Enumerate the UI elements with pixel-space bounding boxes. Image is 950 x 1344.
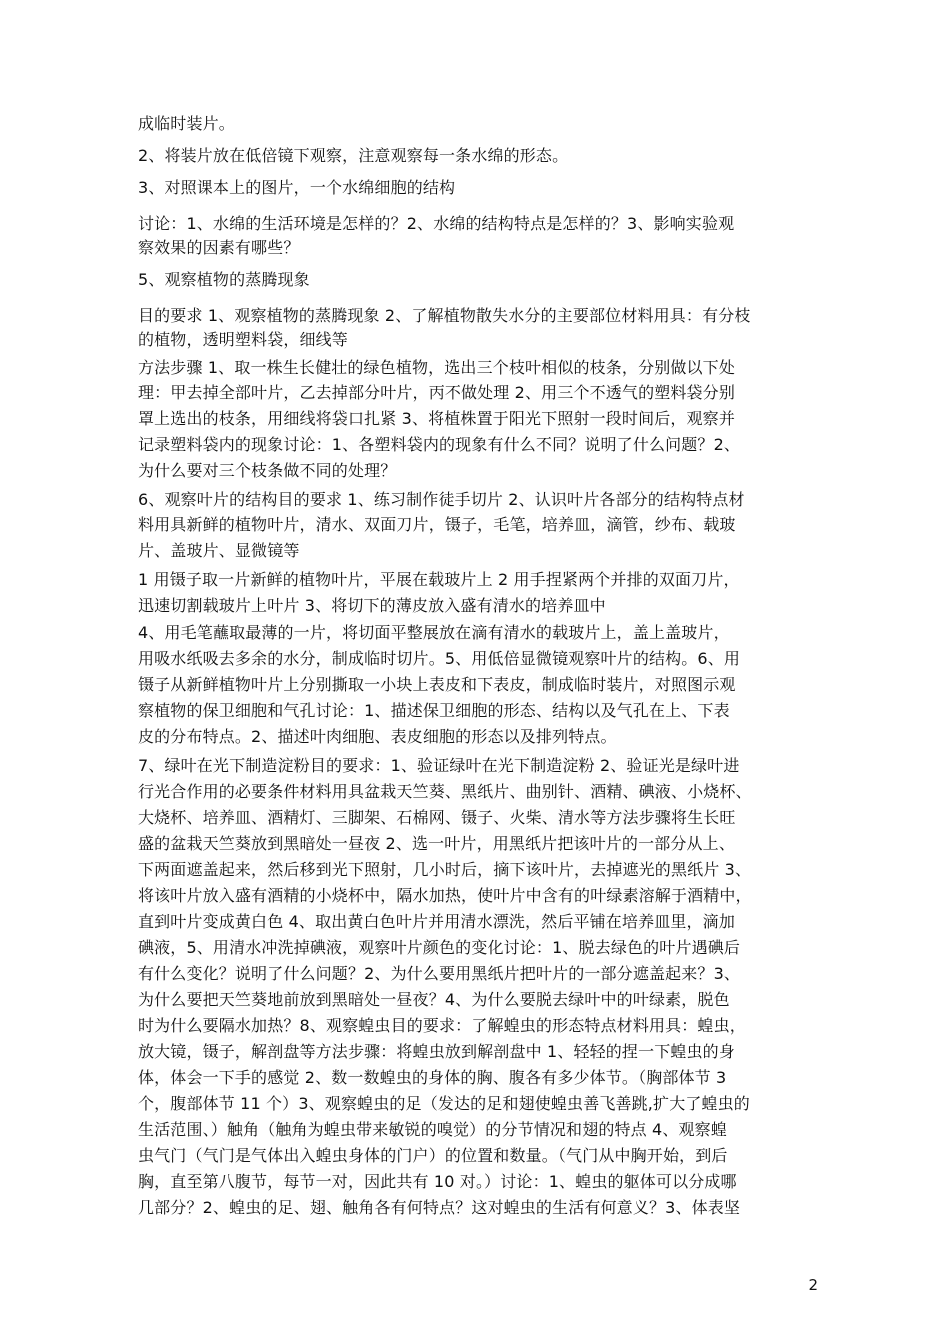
text-line: 生活范围、）触角（触角为蝗虫带来敏锐的嗅觉）的分节情况和翅的特点 4、观察蝗: [138, 1120, 727, 1139]
text-line: 为什么要把天竺葵地前放到黑暗处一昼夜？4、为什么要脱去绿叶中的叶绿素，脱色: [138, 990, 730, 1009]
text-line: 成临时装片。: [138, 114, 235, 133]
text-line: 1 用镊子取一片新鲜的植物叶片，平展在载玻片上 2 用手捏紧两个并排的双面刀片，: [138, 570, 740, 589]
text-line: 理：甲去掉全部叶片，乙去掉部分叶片，丙不做处理 2、用三个不透气的塑料袋分别: [138, 383, 735, 402]
text-line: 几部分？2、蝗虫的足、翅、触角各有何特点？这对蝗虫的生活有何意义？3、体表坚: [138, 1198, 741, 1217]
text-line: 为什么要对三个枝条做不同的处理？: [138, 461, 397, 480]
text-line: 用吸水纸吸去多余的水分，制成临时切片。5、用低倍显微镜观察叶片的结构。6、用: [138, 649, 741, 668]
text-line: 5、观察植物的蒸腾现象: [138, 270, 310, 289]
text-line: 胸，直至第八腹节，每节一对，因此共有 10 对。）讨论：1、蝗虫的躯体可以分成哪: [138, 1172, 737, 1191]
text-line: 有什么变化？说明了什么问题？2、为什么要用黑纸片把叶片的一部分遮盖起来？3、: [138, 964, 741, 983]
text-line: 罩上选出的枝条，用细线将袋口扎紧 3、将植株置于阳光下照射一段时间后，观察并: [138, 409, 735, 428]
text-line: 察效果的因素有哪些？: [138, 238, 300, 257]
text-line: 6、观察叶片的结构目的要求 1、练习制作徒手切片 2、认识叶片各部分的结构特点材: [138, 490, 745, 509]
text-line: 讨论：1、水绵的生活环境是怎样的？2、水绵的结构特点是怎样的？3、影响实验观: [138, 214, 735, 233]
text-line: 7、绿叶在光下制造淀粉目的要求：1、验证绿叶在光下制造淀粉 2、验证光是绿叶进: [138, 756, 740, 775]
text-line: 方法步骤 1、取一株生长健壮的绿色植物，选出三个枝叶相似的枝条，分别做以下处: [138, 358, 735, 377]
text-line: 行光合作用的必要条件材料用具盆栽天竺葵、黑纸片、曲别针、酒精、碘液、小烧杯、: [138, 782, 752, 801]
text-line: 4、用毛笔蘸取最薄的一片，将切面平整展放在滴有清水的载玻片上，盖上盖玻片，: [138, 623, 730, 642]
text-line: 迅速切割载玻片上叶片 3、将切下的薄皮放入盛有清水的培养皿中: [138, 596, 606, 615]
text-line: 下两面遮盖起来，然后移到光下照射，几小时后，摘下该叶片，去掉遮光的黑纸片 3、: [138, 860, 752, 879]
text-line: 2、将装片放在低倍镜下观察，注意观察每一条水绵的形态。: [138, 146, 569, 165]
text-line: 3、对照课本上的图片，一个水绵细胞的结构: [138, 178, 456, 197]
text-line: 碘液，5、用清水冲洗掉碘液，观察叶片颜色的变化讨论：1、脱去绿色的叶片遇碘后: [138, 938, 741, 957]
text-line: 体，体会一下手的感觉 2、数一数蝗虫的身体的胸、腹各有多少体节。（胸部体节 3: [138, 1068, 727, 1087]
text-line: 的植物，透明塑料袋，细线等: [138, 330, 348, 349]
text-line: 直到叶片变成黄白色 4、取出黄白色叶片并用清水漂洗，然后平铺在培养皿里，滴加: [138, 912, 735, 931]
text-line: 个，腹部体节 11 个）3、观察蝗虫的足（发达的足和翅使蝗虫善飞善跳,扩大了蝗虫的: [138, 1094, 750, 1113]
text-line: 虫气门（气门是气体出入蝗虫身体的门户）的位置和数量。（气门从中胸开始，到后: [138, 1146, 728, 1165]
text-line: 记录塑料袋内的现象讨论：1、各塑料袋内的现象有什么不同？说明了什么问题？2、: [138, 435, 741, 454]
text-line: 料用具新鲜的植物叶片，清水、双面刀片，镊子，毛笔，培养皿，滴管，纱布、载玻: [138, 515, 736, 534]
text-line: 皮的分布特点。2、描述叶肉细胞、表皮细胞的形态以及排列特点。: [138, 727, 617, 746]
text-line: 目的要求 1、观察植物的蒸腾现象 2、了解植物散失水分的主要部位材料用具：有分枝: [138, 306, 751, 325]
page-number: 2: [808, 1276, 818, 1294]
text-line: 盛的盆栽天竺葵放到黑暗处一昼夜 2、选一叶片，用黑纸片把该叶片的一部分从上、: [138, 834, 735, 853]
text-line: 时为什么要隔水加热？8、观察蝗虫目的要求：了解蝗虫的形态特点材料用具：蝗虫，: [138, 1016, 746, 1035]
text-line: 将该叶片放入盛有酒精的小烧杯中，隔水加热，使叶片中含有的叶绿素溶解于酒精中，: [138, 886, 752, 905]
text-line: 镊子从新鲜植物叶片上分别撕取一小块上表皮和下表皮，制成临时装片，对照图示观: [138, 675, 736, 694]
text-line: 察植物的保卫细胞和气孔讨论：1、描述保卫细胞的形态、结构以及气孔在上、下表: [138, 701, 730, 720]
text-line: 片、盖玻片、显微镜等: [138, 541, 300, 560]
text-line: 大烧杯、培养皿、酒精灯、三脚架、石棉网、镊子、火柴、清水等方法步骤将生长旺: [138, 808, 736, 827]
text-line: 放大镜，镊子，解剖盘等方法步骤：将蝗虫放到解剖盘中 1、轻轻的捏一下蝗虫的身: [138, 1042, 735, 1061]
